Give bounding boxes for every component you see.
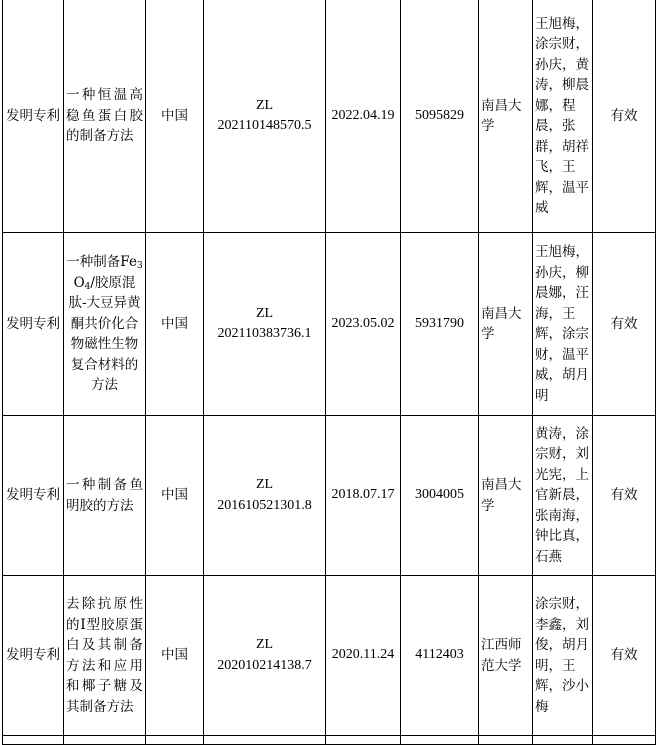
patent-number: 201610521301.8 <box>217 497 312 513</box>
patent-title-subscript: 4 <box>84 281 91 292</box>
patent-status: 有效 <box>593 233 656 416</box>
patent-status: 有效 <box>593 576 656 736</box>
table-row <box>3 576 656 736</box>
patent-country: 中国 <box>146 233 204 416</box>
patent-country: 中国 <box>146 416 204 576</box>
patent-number-prefix: ZL <box>255 97 274 113</box>
inventors: 王旭梅，涂宗财，孙庆，黄涛，柳晨娜，程晨，张群，胡祥飞，王辉，温平威 <box>533 0 593 233</box>
grant-date: 2023.05.02 <box>326 233 401 416</box>
patent-number: 202110148570.5 <box>217 118 312 133</box>
patent-title <box>64 233 146 416</box>
patent-number-prefix: ZL <box>255 477 274 492</box>
patent-title-subscript: 3 <box>136 261 143 272</box>
patent-number: 202010214138.7 <box>217 657 312 673</box>
patent-number-cell <box>204 576 326 736</box>
patent-country: 中国 <box>146 0 204 233</box>
patent-title-part: O <box>73 274 85 291</box>
patent-title: 一种制备鱼明胶的方法 <box>64 416 146 576</box>
patent-number-cell <box>204 0 326 233</box>
patent-status: 有效 <box>593 0 656 233</box>
patent-type: 发明专利 <box>3 416 64 576</box>
patent-number-prefix: ZL <box>255 637 274 652</box>
patent-title: 去除抗原性的I型胶原蛋白及其制备方法和应用和椰子糖及其制备方法 <box>64 576 146 736</box>
patent-status: 有效 <box>593 416 656 576</box>
certificate-number: 5931790 <box>401 233 479 416</box>
table-row <box>3 416 656 576</box>
inventors: 王旭梅，孙庆，柳晨娜，汪海，王辉，涂宗财，温平威，胡月明 <box>533 233 593 416</box>
table-row <box>3 233 656 416</box>
patent-holder: 南昌大学 <box>479 233 533 416</box>
table-row-partial <box>3 736 656 745</box>
patent-number: 202110383736.1 <box>217 326 312 341</box>
grant-date: 2022.04.19 <box>326 0 401 233</box>
patent-number-prefix: ZL <box>255 305 274 321</box>
patent-number-cell <box>204 233 326 416</box>
certificate-number: 3004005 <box>401 416 479 576</box>
patent-title-part: 一种制备Fe <box>66 254 137 271</box>
table-row <box>3 0 656 233</box>
patent-holder: 江西师范大学 <box>479 576 533 736</box>
grant-date: 2018.07.17 <box>326 416 401 576</box>
grant-date: 2020.11.24 <box>326 576 401 736</box>
patent-holder: 南昌大学 <box>479 0 533 233</box>
patent-number-cell <box>204 416 326 576</box>
inventors: 涂宗财，李鑫，刘俊，胡月明，王辉，沙小梅 <box>533 576 593 736</box>
patent-table <box>2 0 656 745</box>
patent-title: 一种恒温高稳鱼蛋白胶的制备方法 <box>64 0 146 233</box>
patent-title-part: /胶原混肽-大豆异黄酮共价化合物磁性生物复合材料的方法 <box>68 274 141 394</box>
patent-country: 中国 <box>146 576 204 736</box>
certificate-number: 4112403 <box>401 576 479 736</box>
patent-holder: 南昌大学 <box>479 416 533 576</box>
inventors: 黄涛，涂宗财，刘光宪，上官新晨，张南海，钟比真，石燕 <box>533 416 593 576</box>
patent-type: 发明专利 <box>3 576 64 736</box>
patent-type: 发明专利 <box>3 233 64 416</box>
patent-type: 发明专利 <box>3 0 64 233</box>
certificate-number: 5095829 <box>401 0 479 233</box>
